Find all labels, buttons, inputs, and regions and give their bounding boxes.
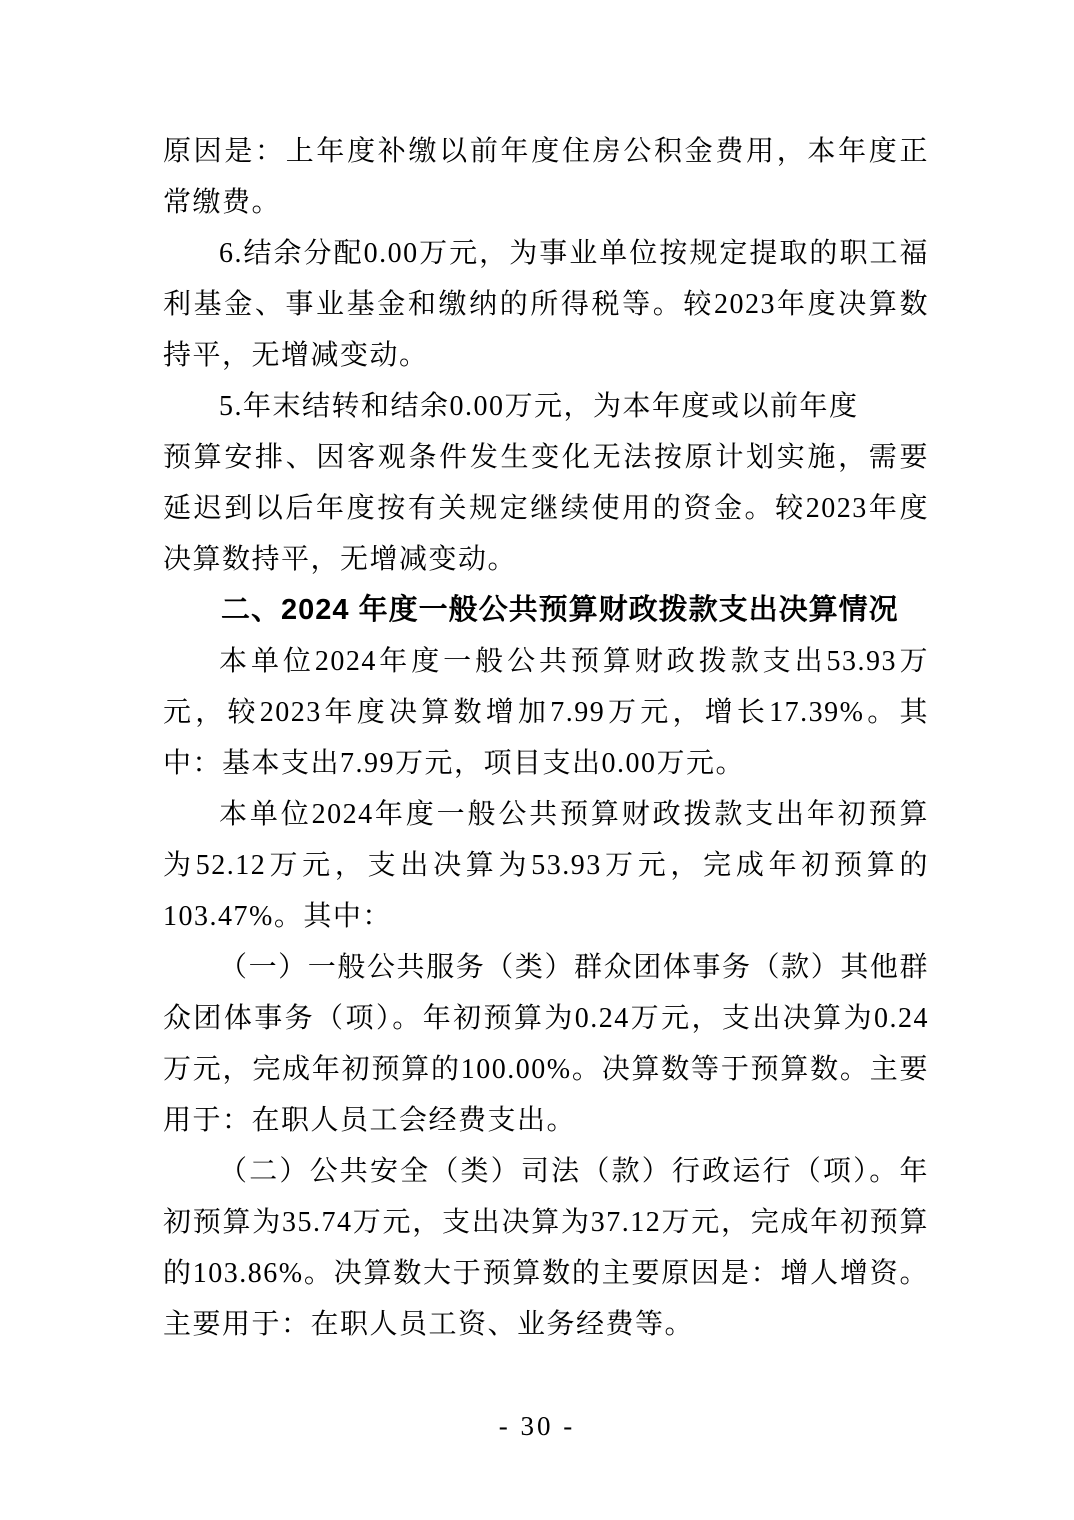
paragraph-item-two-public-safety: （二）公共安全（类）司法（款）行政运行（项）。年初预算为35.74万元，支出决算为37.12万元，完成年初预算的103.86%。决算数大于预算数的主要原因是：增人增资。主要用于：在职人员工资、业务经费等。: [163, 1156, 929, 1340]
section-heading-2024-expenditure: 二、2024 年度一般公共预算财政拨款支出决算情况: [221, 594, 899, 626]
paragraph-item-5-continuation: 预算安排、因客观条件发生变化无法按原计划实施，需要延迟到以后年度按有关规定继续使用的资金。较2023年度决算数持平，无增减变动。: [163, 442, 929, 575]
paragraph-item-6-surplus-distribution: 6.结余分配0.00万元，为事业单位按规定提取的职工福利基金、事业基金和缴纳的所得税等。较2023年度决算数持平，无增减变动。: [163, 238, 929, 371]
document-body: [163, 126, 929, 1350]
page-number: - 30 -: [498, 1411, 576, 1441]
paragraph-reason-continuation: 原因是：上年度补缴以前年度住房公积金费用，本年度正常缴费。: [163, 136, 929, 218]
paragraph-item-5-first-line: 5.年末结转和结余0.00万元，为本年度或以前年度: [219, 391, 859, 422]
paragraph-total-expenditure: 本单位2024年度一般公共预算财政拨款支出53.93万元，较2023年度决算数增加7.99万元，增长17.39%。其中：基本支出7.99万元，项目支出0.00万元。: [163, 646, 929, 779]
paragraph-budget-completion: 本单位2024年度一般公共预算财政拨款支出年初预算为52.12万元，支出决算为53.93万元，完成年初预算的103.47%。其中：: [163, 799, 929, 932]
paragraph-item-one-general-public-services: （一）一般公共服务（类）群众团体事务（款）其他群众团体事务（项）。年初预算为0.24万元，支出决算为0.24万元，完成年初预算的100.00%。决算数等于预算数。主要用于：在职人员工会经费支出。: [163, 952, 929, 1136]
